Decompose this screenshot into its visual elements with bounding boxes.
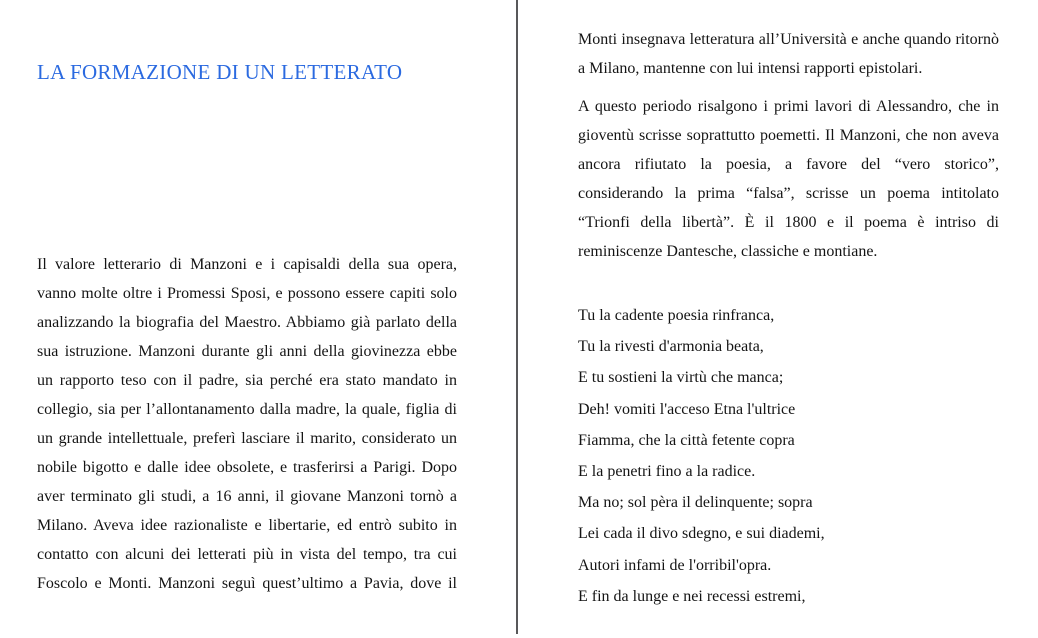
poem-line: Tu la cadente poesia rinfranca, — [578, 307, 775, 324]
chapter-title: LA FORMAZIONE DI UN LETTERATO — [37, 60, 403, 84]
poem-line: Autori infami de l'orribil'opra. — [578, 556, 772, 574]
poem-block — [578, 300, 999, 612]
poem-line: Ma no; sol pèra il delinquente; sopra — [578, 494, 813, 512]
poem-line: E fin da lunge e nei recessi estremi, — [578, 587, 806, 605]
left-page-paragraph: Il valore letterario di Manzoni e i capisaldi della sua opera, vanno molte oltre i Promessi Sposi, e possono essere capiti solo analizzando la biografia del Maestro. Abbiamo già parlato della sua istruzione. Manzoni durante gli anni della giovinezza ebbe un rapporto teso con il padre, sia perché era stato mandato in collegio, sia per l’allontanamento dalla madre, la quale, figlia di un grande intellettuale, preferì lasciare il marito, considerato un nobile bigotto e dalle idee obsolete, e trasferirsi a Parigi. Dopo aver terminato gli studi, a 16 anni, il giovane Manzoni tornò a Milano. Aveva idee razionaliste e libertarie, ed entrò subito in contatto con alcuni dei letterati più in vista del tempo, tra cui Foscolo e Monti. Manzoni seguì quest’ultimo a Pavia, dove il — [37, 256, 457, 592]
poem-line: E la penetri fino a la radice. — [578, 463, 756, 481]
page-divider — [516, 0, 518, 634]
right-page-paragraph-1: Monti insegnava letteratura all’Università e anche quando ritornò a Milano, mantenne con lui intensi rapporti epistolari. — [578, 31, 999, 77]
poem-line: E tu sostieni la virtù che manca; — [578, 369, 784, 387]
poem-line: Fiamma, che la città fetente copra — [578, 431, 795, 449]
left-page — [37, 0, 457, 638]
poem-line: Deh! vomiti l'acceso Etna l'ultrice — [578, 400, 796, 418]
poem-line: Lei cada il divo sdegno, e sui diademi, — [578, 525, 825, 543]
right-page-paragraph-2: A questo periodo risalgono i primi lavori di Alessandro, che in gioventù scrisse soprattutto poemetti. Il Manzoni, che non aveva ancora rifiutato la poesia, a favore del “vero storico”, considerando la prima “falsa”, scrisse un poema intitolato “Trionfi della libertà”. È il 1800 e il poema è intriso di reminiscenze Dantesche, classiche e montiane. — [578, 98, 999, 260]
poem-line: Tu la rivesti d'armonia beata, — [578, 338, 764, 356]
right-page — [578, 0, 999, 638]
right-page-text-flow — [578, 25, 999, 612]
